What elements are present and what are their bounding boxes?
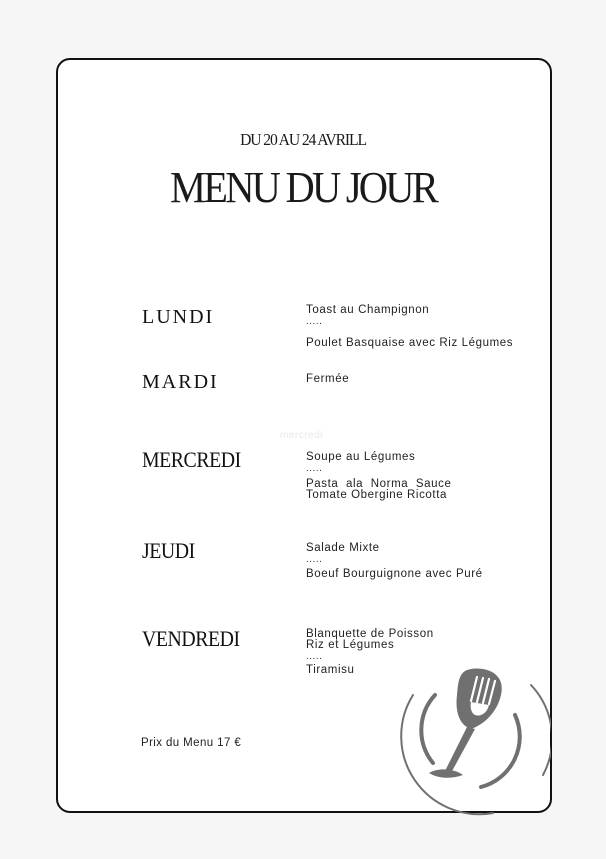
day-mercredi: MERCREDI <box>142 447 241 472</box>
dish-line: Toast au Champignon <box>306 304 430 316</box>
dish-line: Fermée <box>306 373 350 385</box>
day-vendredi: VENDREDI <box>142 626 240 651</box>
day-mardi: MARDI <box>142 371 219 393</box>
wine-glass-fork-icon <box>385 655 551 821</box>
dish-separator: ..... <box>306 463 323 474</box>
day-lundi: LUNDI <box>142 306 215 328</box>
dish-separator: ..... <box>306 554 323 565</box>
dish-separator: ..... <box>306 651 323 662</box>
dish-separator: ..... <box>306 316 323 327</box>
dish-line: Blanquette de Poisson <box>306 628 434 640</box>
dish-line: Salade Mixte <box>306 542 380 554</box>
dish-line: Tomate Obergine Ricotta <box>306 489 448 501</box>
dish-line: Poulet Basquaise avec Riz Légumes <box>306 337 514 349</box>
page-title: MENU DU JOUR <box>170 163 436 212</box>
day-jeudi: JEUDI <box>142 538 195 563</box>
dish-line: Boeuf Bourguignone avec Puré <box>306 568 483 580</box>
dish-line: Pasta ala Norma Sauce <box>306 478 452 490</box>
dish-line: Riz et Légumes <box>306 639 395 651</box>
menu-price: Prix du Menu 17 € <box>141 737 242 749</box>
faint-label: mercredi <box>280 430 323 441</box>
dish-line: Soupe au Légumes <box>306 451 416 463</box>
dish-line: Tiramisu <box>306 664 355 676</box>
date-range: DU 20 AU 24 AVRILL <box>240 130 366 149</box>
